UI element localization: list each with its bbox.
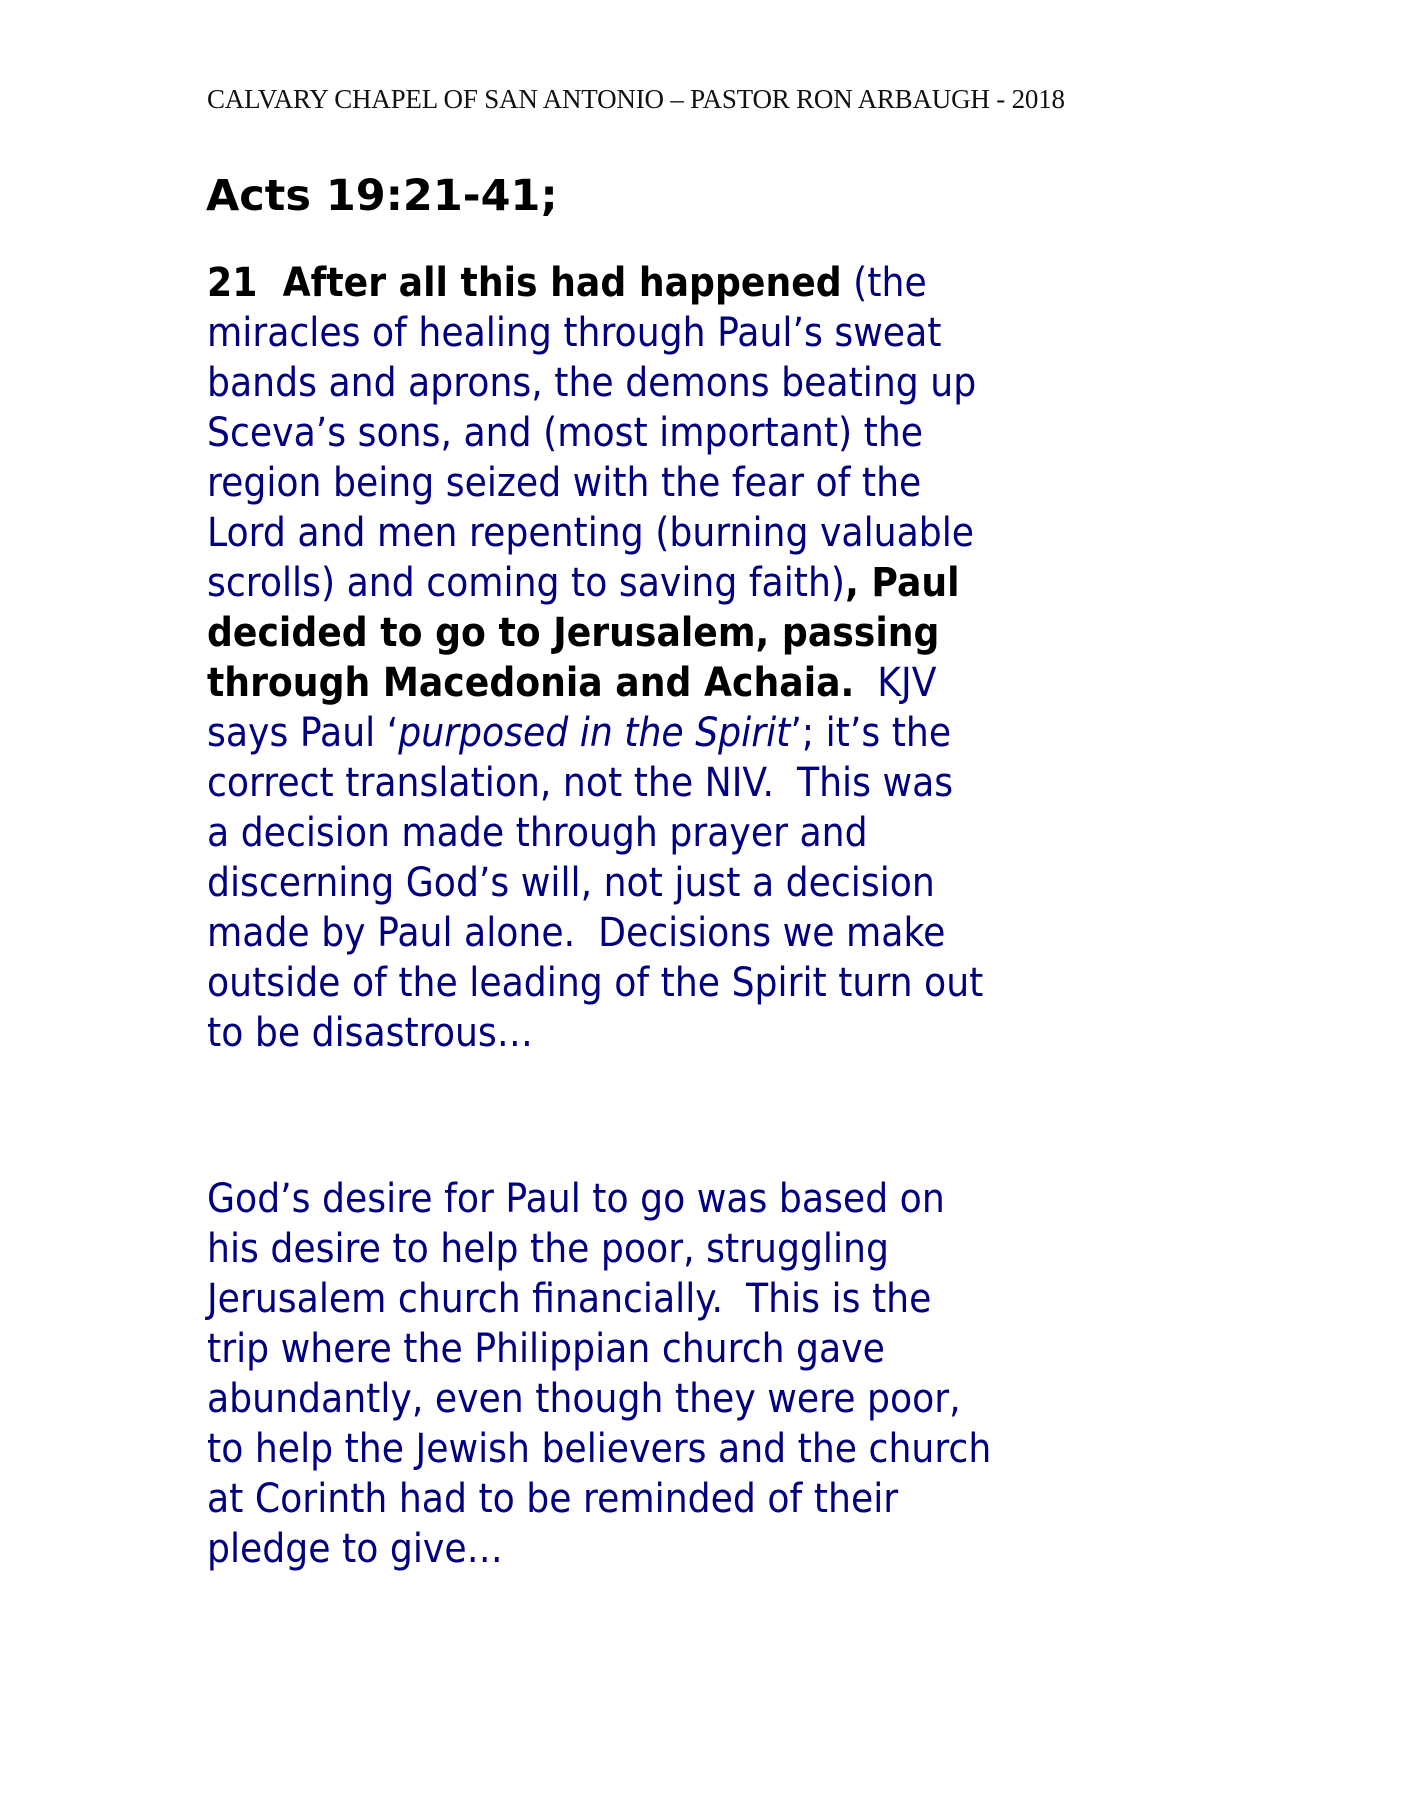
commentary-text: says Paul ‘ bbox=[207, 710, 399, 756]
commentary-paragraph-1 bbox=[207, 258, 1065, 1058]
text-line: pledge to give… bbox=[207, 1526, 503, 1572]
text-line bbox=[207, 658, 983, 708]
text-line: trip where the Philippian church gave bbox=[207, 1326, 885, 1372]
text-line bbox=[207, 258, 983, 308]
text-line: Sceva’s sons, and (most important) the bbox=[207, 410, 924, 456]
page-header: CALVARY CHAPEL OF SAN ANTONIO – PASTOR RON ARBAUGH - 2018 bbox=[207, 84, 1065, 114]
commentary-text: (the bbox=[841, 260, 927, 306]
text-line: Lord and men repenting (burning valuable bbox=[207, 510, 975, 556]
text-line: to help the Jewish believers and the church bbox=[207, 1426, 992, 1472]
text-line: Jerusalem church financially. This is the bbox=[207, 1276, 932, 1322]
text-line: made by Paul alone. Decisions we make bbox=[207, 910, 946, 956]
page-title: Acts 19:21-41; bbox=[206, 171, 558, 221]
text-line bbox=[207, 708, 983, 758]
scripture-text: After all this had happened bbox=[257, 260, 842, 306]
scripture-text-line: decided to go to Jerusalem, passing bbox=[207, 610, 940, 656]
verse-number: 21 bbox=[207, 260, 258, 306]
scripture-text: through Macedonia and Achaia. bbox=[207, 660, 855, 706]
text-line: to be disastrous… bbox=[207, 1010, 533, 1056]
text-line: his desire to help the poor, struggling bbox=[207, 1226, 889, 1272]
commentary-text: ’; it’s the bbox=[790, 710, 952, 756]
text-line: region being seized with the fear of the bbox=[207, 460, 922, 506]
text-line: abundantly, even though they were poor, bbox=[207, 1376, 961, 1422]
commentary-text: scrolls) and coming to saving faith) bbox=[207, 560, 846, 606]
commentary-text: KJV bbox=[854, 660, 937, 706]
text-line: miracles of healing through Paul’s sweat bbox=[207, 310, 942, 356]
text-line: discerning God’s will, not just a decision bbox=[207, 860, 935, 906]
text-line: a decision made through prayer and bbox=[207, 810, 868, 856]
text-line: at Corinth had to be reminded of their bbox=[207, 1476, 899, 1522]
text-line bbox=[207, 558, 983, 608]
scripture-text: , Paul bbox=[845, 560, 960, 606]
text-line: bands and aprons, the demons beating up bbox=[207, 360, 977, 406]
text-line: God’s desire for Paul to go was based on bbox=[207, 1176, 945, 1222]
text-line: outside of the leading of the Spirit turn out bbox=[207, 960, 984, 1006]
italic-quote: purposed in the Spirit bbox=[398, 710, 791, 756]
commentary-paragraph-2 bbox=[207, 1174, 1074, 1574]
text-line: correct translation, not the NIV. This was bbox=[207, 760, 954, 806]
